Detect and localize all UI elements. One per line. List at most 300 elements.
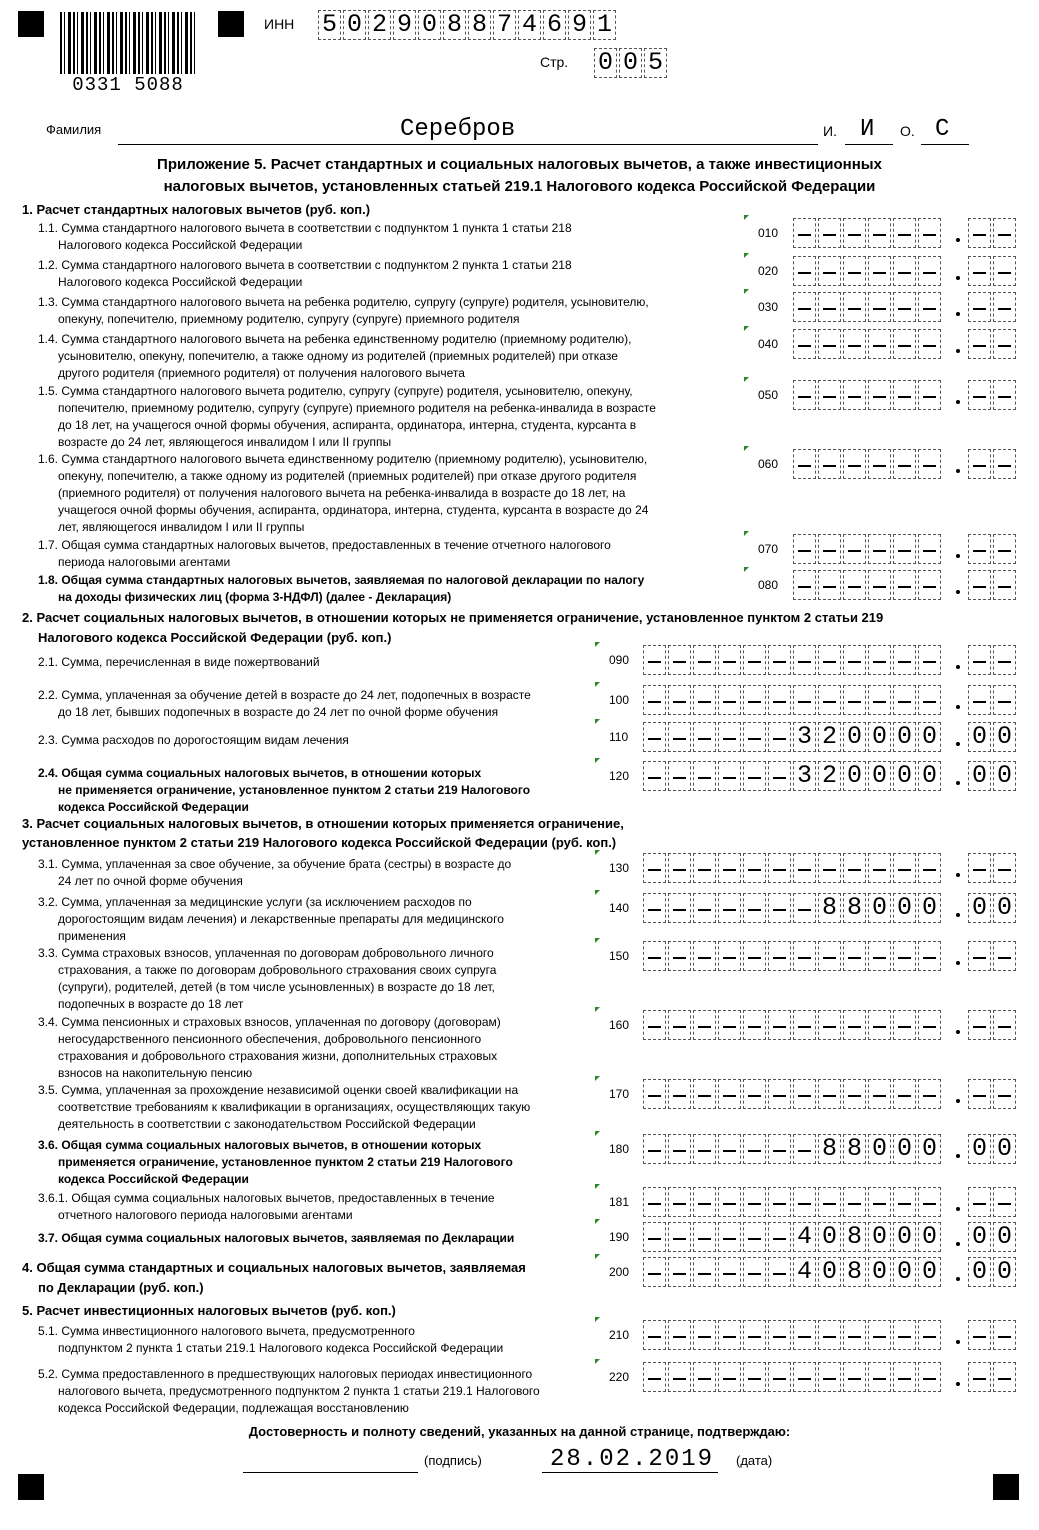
- kopeck-digit: [968, 218, 991, 248]
- kopeck-digit: [993, 1079, 1016, 1109]
- amount-digit: [893, 645, 916, 675]
- row-110-marker: [595, 719, 600, 724]
- row-160-text: взносов на накопительную пенсию: [58, 1066, 253, 1080]
- row-210-text: 5.1. Сумма инвестиционного налогового вычета, предусмотренного: [38, 1324, 415, 1338]
- amount-digit: [743, 645, 766, 675]
- row-010-text: Налогового кодекса Российской Федерации: [58, 238, 303, 252]
- row-181-text: отчетного налогового периода налоговыми агентами: [58, 1208, 353, 1222]
- amount-digit: [893, 1010, 916, 1040]
- amount-digit: 8: [818, 1134, 841, 1164]
- amount-digit: [718, 1320, 741, 1350]
- amount-digit: 0: [843, 761, 866, 791]
- kopeck-digit: [968, 1362, 991, 1392]
- amount-digit: [793, 1362, 816, 1392]
- amount-digit: [843, 380, 866, 410]
- kopeck-digit: [993, 853, 1016, 883]
- row-160-text: 3.4. Сумма пенсионных и страховых взносов, уплаченная по договору (договорам): [38, 1015, 501, 1029]
- inn-digit: 8: [468, 10, 491, 40]
- row-120-amount-field: [643, 761, 943, 791]
- kopeck-digit: [993, 380, 1016, 410]
- row-090-marker: [595, 642, 600, 647]
- amount-digit: [668, 1257, 691, 1287]
- kopeck-digit: [993, 292, 1016, 322]
- decimal-point: [956, 961, 960, 965]
- row-050-marker: [744, 377, 749, 382]
- amount-digit: 0: [893, 1257, 916, 1287]
- decimal-point: [956, 781, 960, 785]
- row-010-kopecks-field: [968, 218, 1018, 248]
- amount-digit: [818, 1320, 841, 1350]
- decimal-point: [956, 705, 960, 709]
- inn-digit: 0: [418, 10, 441, 40]
- row-110-text: 2.3. Сумма расходов по дорогостоящим видам лечения: [38, 733, 349, 747]
- kopeck-digit: [993, 645, 1016, 675]
- kopeck-digit: [968, 570, 991, 600]
- amount-digit: [693, 1257, 716, 1287]
- amount-digit: 0: [818, 1257, 841, 1287]
- amount-digit: [868, 685, 891, 715]
- row-060-text: лет, являющегося инвалидом I или II группы: [58, 520, 305, 534]
- row-150-text: 3.3. Сумма страховых взносов, уплаченная по договорам добровольного личного: [38, 946, 494, 960]
- decimal-point: [956, 554, 960, 558]
- kopeck-digit: 0: [993, 761, 1016, 791]
- amount-digit: [818, 1187, 841, 1217]
- decimal-point: [956, 400, 960, 404]
- amount-digit: [893, 685, 916, 715]
- page-number-field: [594, 48, 669, 78]
- kopeck-digit: [968, 1320, 991, 1350]
- row-020-code: 020: [758, 264, 779, 278]
- kopeck-digit: 0: [968, 722, 991, 752]
- kopeck-digit: [968, 941, 991, 971]
- amount-digit: [668, 941, 691, 971]
- row-220-text: 5.2. Сумма предоставленного в предшествующих налоговых периодах инвестиционного: [38, 1367, 533, 1381]
- row-030-text: опекуну, попечителю, приемному родителю, супругу (супруге) приемного родителя: [58, 312, 520, 326]
- amount-digit: [818, 941, 841, 971]
- section-1-heading: 1. Расчет стандартных налоговых вычетов (руб. коп.): [22, 202, 371, 217]
- kopeck-digit: 0: [968, 1257, 991, 1287]
- decimal-point: [956, 1242, 960, 1246]
- amount-digit: 0: [918, 1257, 941, 1287]
- amount-digit: [743, 1362, 766, 1392]
- amount-digit: [893, 534, 916, 564]
- row-130-text: 24 лет по очной форме обучения: [58, 874, 243, 888]
- row-140-marker: [595, 890, 600, 895]
- amount-digit: [868, 1320, 891, 1350]
- amount-digit: 0: [868, 1134, 891, 1164]
- amount-digit: [793, 1187, 816, 1217]
- row-180-text: кодекса Российской Федерации: [58, 1172, 249, 1186]
- row-020-kopecks-field: [968, 256, 1018, 286]
- barcode: [60, 12, 196, 78]
- kopeck-digit: [968, 256, 991, 286]
- amount-digit: [643, 893, 666, 923]
- inn-digit: 4: [518, 10, 541, 40]
- amount-digit: [868, 853, 891, 883]
- row-190-code: 190: [609, 1230, 630, 1244]
- amount-digit: [868, 645, 891, 675]
- row-100-text: до 18 лет, бывших подопечных в возрасте до 24 лет по очной форме обучения: [58, 705, 499, 719]
- barcode-number: 0331 5088: [60, 74, 196, 96]
- inn-digit: 1: [593, 10, 616, 40]
- amount-digit: [893, 292, 916, 322]
- amount-digit: [843, 941, 866, 971]
- row-180-kopecks-field: [968, 1134, 1018, 1164]
- amount-digit: [918, 853, 941, 883]
- initial-o-line: [921, 144, 969, 145]
- amount-digit: [718, 1257, 741, 1287]
- inn-digit: 5: [318, 10, 341, 40]
- row-030-text: 1.3. Сумма стандартного налогового вычета на ребенка родителю, супругу (супруге) родителя, усыновителю,: [38, 295, 649, 309]
- amount-digit: [893, 853, 916, 883]
- row-060-text: (приемного родителя) от получения налогового вычета на ребенка-инвалида в возрасте до 18 лет, на: [58, 486, 626, 500]
- row-140-amount-field: [643, 893, 943, 923]
- amount-digit: [793, 853, 816, 883]
- inn-digit: 6: [543, 10, 566, 40]
- amount-digit: 0: [918, 893, 941, 923]
- decimal-point: [956, 349, 960, 353]
- page-digit: 0: [619, 48, 642, 78]
- kopeck-digit: 0: [993, 893, 1016, 923]
- kopeck-digit: [993, 218, 1016, 248]
- amount-digit: [818, 329, 841, 359]
- row-080-code: 080: [758, 578, 779, 592]
- decimal-point: [956, 742, 960, 746]
- row-040-marker: [744, 326, 749, 331]
- amount-digit: [793, 534, 816, 564]
- decimal-point: [956, 1030, 960, 1034]
- row-181-text: 3.6.1. Общая сумма социальных налоговых вычетов, предоставленных в течение: [38, 1191, 495, 1205]
- amount-digit: [693, 1079, 716, 1109]
- amount-digit: [918, 449, 941, 479]
- inn-digit: 2: [368, 10, 391, 40]
- amount-digit: [693, 941, 716, 971]
- decimal-point: [956, 1382, 960, 1386]
- amount-digit: [718, 1010, 741, 1040]
- kopeck-digit: [993, 534, 1016, 564]
- surname-line: [118, 144, 818, 145]
- amount-digit: [793, 1134, 816, 1164]
- amount-digit: [718, 722, 741, 752]
- inn-digit: 9: [393, 10, 416, 40]
- row-070-code: 070: [758, 542, 779, 556]
- amount-digit: [643, 1320, 666, 1350]
- row-140-code: 140: [609, 901, 630, 915]
- row-100-text: 2.2. Сумма, уплаченная за обучение детей в возрасте до 24 лет, подопечных в возрасте: [38, 688, 531, 702]
- row-060-marker: [744, 446, 749, 451]
- amount-digit: [893, 380, 916, 410]
- amount-digit: [643, 1222, 666, 1252]
- amount-digit: [918, 1079, 941, 1109]
- amount-digit: [643, 1010, 666, 1040]
- amount-digit: 8: [843, 1134, 866, 1164]
- row-080-kopecks-field: [968, 570, 1018, 600]
- row-020-amount-field: [793, 256, 943, 286]
- row-130-text: 3.1. Сумма, уплаченная за свое обучение, за обучение брата (сестры) в возрасте до: [38, 857, 512, 871]
- initial-i-value: И: [860, 116, 875, 143]
- kopeck-digit: [993, 1187, 1016, 1217]
- amount-digit: [893, 1079, 916, 1109]
- amount-digit: [768, 761, 791, 791]
- kopeck-digit: [968, 685, 991, 715]
- corner-marker-bottom-right: [993, 1474, 1019, 1500]
- row-160-code: 160: [609, 1018, 630, 1032]
- page-digit: 0: [594, 48, 617, 78]
- amount-digit: [868, 1079, 891, 1109]
- amount-digit: 0: [868, 893, 891, 923]
- row-060-amount-field: [793, 449, 943, 479]
- amount-digit: [918, 645, 941, 675]
- amount-digit: 8: [843, 1222, 866, 1252]
- kopeck-digit: 0: [968, 1222, 991, 1252]
- section-3-heading-line-1: 3. Расчет социальных налоговых вычетов, в отношении которых применяется ограничение,: [22, 816, 624, 831]
- amount-digit: [693, 1010, 716, 1040]
- amount-digit: 8: [818, 893, 841, 923]
- decimal-point: [956, 469, 960, 473]
- decimal-point: [956, 665, 960, 669]
- kopeck-digit: [968, 329, 991, 359]
- row-210-text: подпунктом 2 пункта 1 статьи 219.1 Налогового кодекса Российской Федерации: [58, 1341, 504, 1355]
- row-060-code: 060: [758, 457, 779, 471]
- amount-digit: [768, 1079, 791, 1109]
- amount-digit: [893, 449, 916, 479]
- amount-digit: [818, 449, 841, 479]
- amount-digit: [843, 1320, 866, 1350]
- kopeck-digit: [993, 570, 1016, 600]
- amount-digit: [768, 1362, 791, 1392]
- row-110-code: 110: [609, 730, 629, 744]
- row-190-marker: [595, 1219, 600, 1224]
- date-label: (дата): [736, 1453, 773, 1468]
- row-120-kopecks-field: [968, 761, 1018, 791]
- page-label: Стр.: [540, 54, 569, 70]
- amount-digit: [918, 1010, 941, 1040]
- amount-digit: [818, 1079, 841, 1109]
- row-050-amount-field: [793, 380, 943, 410]
- kopeck-digit: [993, 1320, 1016, 1350]
- row-050-code: 050: [758, 388, 779, 402]
- kopeck-digit: [968, 1079, 991, 1109]
- initial-i-label: И.: [823, 123, 837, 139]
- row-170-code: 170: [609, 1087, 630, 1101]
- amount-digit: [893, 1187, 916, 1217]
- amount-digit: [818, 256, 841, 286]
- amount-digit: [793, 380, 816, 410]
- row-180-amount-field: [643, 1134, 943, 1164]
- amount-digit: [718, 853, 741, 883]
- row-170-amount-field: [643, 1079, 943, 1109]
- amount-digit: [893, 1362, 916, 1392]
- amount-digit: [718, 1187, 741, 1217]
- amount-digit: [718, 1079, 741, 1109]
- amount-digit: 0: [868, 722, 891, 752]
- row-060-kopecks-field: [968, 449, 1018, 479]
- amount-digit: [768, 941, 791, 971]
- amount-digit: [843, 449, 866, 479]
- row-160-amount-field: [643, 1010, 943, 1040]
- amount-digit: [818, 853, 841, 883]
- row-150-marker: [595, 938, 600, 943]
- row-070-kopecks-field: [968, 534, 1018, 564]
- row-010-amount-field: [793, 218, 943, 248]
- amount-digit: 3: [793, 761, 816, 791]
- amount-digit: 0: [893, 722, 916, 752]
- amount-digit: [668, 893, 691, 923]
- amount-digit: [668, 761, 691, 791]
- amount-digit: [743, 1010, 766, 1040]
- section-5-heading: 5. Расчет инвестиционных налоговых вычетов (руб. коп.): [22, 1303, 396, 1318]
- amount-digit: [643, 853, 666, 883]
- amount-digit: [668, 853, 691, 883]
- row-220-text: кодекса Российской Федерации, подлежащая восстановлению: [58, 1401, 409, 1415]
- row-170-text: деятельность в соответствии с законодательством Российской Федерации: [58, 1117, 476, 1131]
- amount-digit: [793, 941, 816, 971]
- row-080-amount-field: [793, 570, 943, 600]
- amount-digit: 2: [818, 761, 841, 791]
- amount-digit: [868, 380, 891, 410]
- amount-digit: [918, 534, 941, 564]
- amount-digit: 3: [793, 722, 816, 752]
- amount-digit: [668, 1362, 691, 1392]
- amount-digit: [743, 1134, 766, 1164]
- amount-digit: [818, 685, 841, 715]
- section-3-heading-line-2: установленное пунктом 2 статьи 219 Налогового кодекса Российской Федерации (руб. коп.): [22, 835, 617, 850]
- kopeck-digit: [993, 329, 1016, 359]
- amount-digit: [668, 685, 691, 715]
- amount-digit: [818, 645, 841, 675]
- amount-digit: [643, 1362, 666, 1392]
- amount-digit: [668, 1187, 691, 1217]
- initial-o-value: С: [935, 116, 950, 143]
- row-080-text: 1.8. Общая сумма стандартных налоговых вычетов, заявляемая по налоговой декларации по налогу: [38, 573, 645, 587]
- row-180-code: 180: [609, 1142, 630, 1156]
- row-050-text: попечителю, приемному родителю, супругу (супруге) приемного родителя на ребенка-инвалида в возрасте: [58, 401, 656, 415]
- row-070-text: 1.7. Общая сумма стандартных налоговых вычетов, предоставленных в течение отчетного налогового: [38, 538, 611, 552]
- amount-digit: [768, 1222, 791, 1252]
- amount-digit: [768, 722, 791, 752]
- amount-digit: 2: [818, 722, 841, 752]
- amount-digit: [918, 1187, 941, 1217]
- amount-digit: [643, 1187, 666, 1217]
- row-180-text: 3.6. Общая сумма социальных налоговых вычетов, в отношении которых: [38, 1138, 482, 1152]
- title-line-2: налоговых вычетов, установленных статьей 219.1 Налогового кодекса Российской Федерации: [163, 178, 876, 195]
- title-line-1: Приложение 5. Расчет стандартных и социальных налоговых вычетов, а также инвестиционных: [157, 156, 882, 173]
- amount-digit: [643, 722, 666, 752]
- amount-digit: [868, 1362, 891, 1392]
- amount-digit: [768, 645, 791, 675]
- kopeck-digit: 0: [993, 1134, 1016, 1164]
- row-200-code: 200: [609, 1265, 630, 1279]
- initial-o-label: О.: [900, 123, 915, 139]
- row-181-code: 181: [609, 1195, 630, 1209]
- amount-digit: [693, 1222, 716, 1252]
- amount-digit: [793, 1320, 816, 1350]
- amount-digit: [818, 534, 841, 564]
- row-140-kopecks-field: [968, 893, 1018, 923]
- amount-digit: [643, 1134, 666, 1164]
- decimal-point: [956, 873, 960, 877]
- amount-digit: [693, 685, 716, 715]
- amount-digit: [693, 761, 716, 791]
- amount-digit: [743, 1257, 766, 1287]
- amount-digit: 0: [918, 1222, 941, 1252]
- amount-digit: [768, 1320, 791, 1350]
- amount-digit: [918, 218, 941, 248]
- amount-digit: [668, 645, 691, 675]
- amount-digit: [718, 941, 741, 971]
- amount-digit: [793, 570, 816, 600]
- amount-digit: [843, 1079, 866, 1109]
- row-100-kopecks-field: [968, 685, 1018, 715]
- amount-digit: [718, 893, 741, 923]
- row-170-kopecks-field: [968, 1079, 1018, 1109]
- amount-digit: [893, 570, 916, 600]
- amount-digit: [643, 941, 666, 971]
- amount-digit: [918, 380, 941, 410]
- amount-digit: [868, 449, 891, 479]
- row-100-code: 100: [609, 693, 630, 707]
- row-181-marker: [595, 1184, 600, 1189]
- amount-digit: [718, 1134, 741, 1164]
- amount-digit: [768, 685, 791, 715]
- amount-digit: [868, 329, 891, 359]
- amount-digit: [743, 1187, 766, 1217]
- section-4-heading-line-2: по Декларации (руб. коп.): [38, 1280, 204, 1295]
- amount-digit: [768, 1257, 791, 1287]
- kopeck-digit: 0: [993, 1257, 1016, 1287]
- row-090-text: 2.1. Сумма, перечисленная в виде пожертвований: [38, 655, 320, 669]
- amount-digit: [918, 256, 941, 286]
- amount-digit: [693, 1362, 716, 1392]
- row-120-code: 120: [609, 769, 630, 783]
- amount-digit: [843, 1010, 866, 1040]
- row-220-text: налогового вычета, предусмотренного подпунктом 2 пункта 1 статьи 219.1 Налогового: [58, 1384, 540, 1398]
- amount-digit: [793, 449, 816, 479]
- row-170-text: 3.5. Сумма, уплаченная за прохождение независимой оценки своей квалификации на: [38, 1083, 519, 1097]
- amount-digit: [868, 534, 891, 564]
- row-150-kopecks-field: [968, 941, 1018, 971]
- amount-digit: [668, 1079, 691, 1109]
- amount-digit: [668, 1320, 691, 1350]
- amount-digit: [693, 722, 716, 752]
- amount-digit: [918, 292, 941, 322]
- surname-value: Серебров: [400, 116, 516, 143]
- signature-line: [243, 1472, 418, 1473]
- amount-digit: [693, 1320, 716, 1350]
- row-090-code: 090: [609, 653, 630, 667]
- kopeck-digit: [993, 941, 1016, 971]
- amount-digit: [868, 218, 891, 248]
- amount-digit: [718, 645, 741, 675]
- row-150-text: (супруги), родителей, детей (в том числе усыновленных) в возрасте до 18 лет,: [58, 980, 495, 994]
- amount-digit: [918, 329, 941, 359]
- amount-digit: [918, 1362, 941, 1392]
- row-150-text: страхования, а также по договорам добровольного страхования своих супруга: [58, 963, 497, 977]
- row-030-kopecks-field: [968, 292, 1018, 322]
- amount-digit: [793, 685, 816, 715]
- kopeck-digit: [968, 645, 991, 675]
- amount-digit: [893, 1320, 916, 1350]
- row-220-marker: [595, 1359, 600, 1364]
- row-010-text: 1.1. Сумма стандартного налогового вычета в соответствии с подпунктом 1 пункта 1 статьи 218: [38, 221, 572, 235]
- decimal-point: [956, 590, 960, 594]
- inn-digit: 7: [493, 10, 516, 40]
- kopeck-digit: [993, 685, 1016, 715]
- section-2-heading-line-1: 2. Расчет социальных налоговых вычетов, в отношении которых не применяется ограничение, установленное пунктом 2 статьи 219: [22, 610, 884, 625]
- row-140-text: применения: [58, 929, 126, 943]
- kopeck-digit: [968, 1010, 991, 1040]
- decimal-point: [956, 1154, 960, 1158]
